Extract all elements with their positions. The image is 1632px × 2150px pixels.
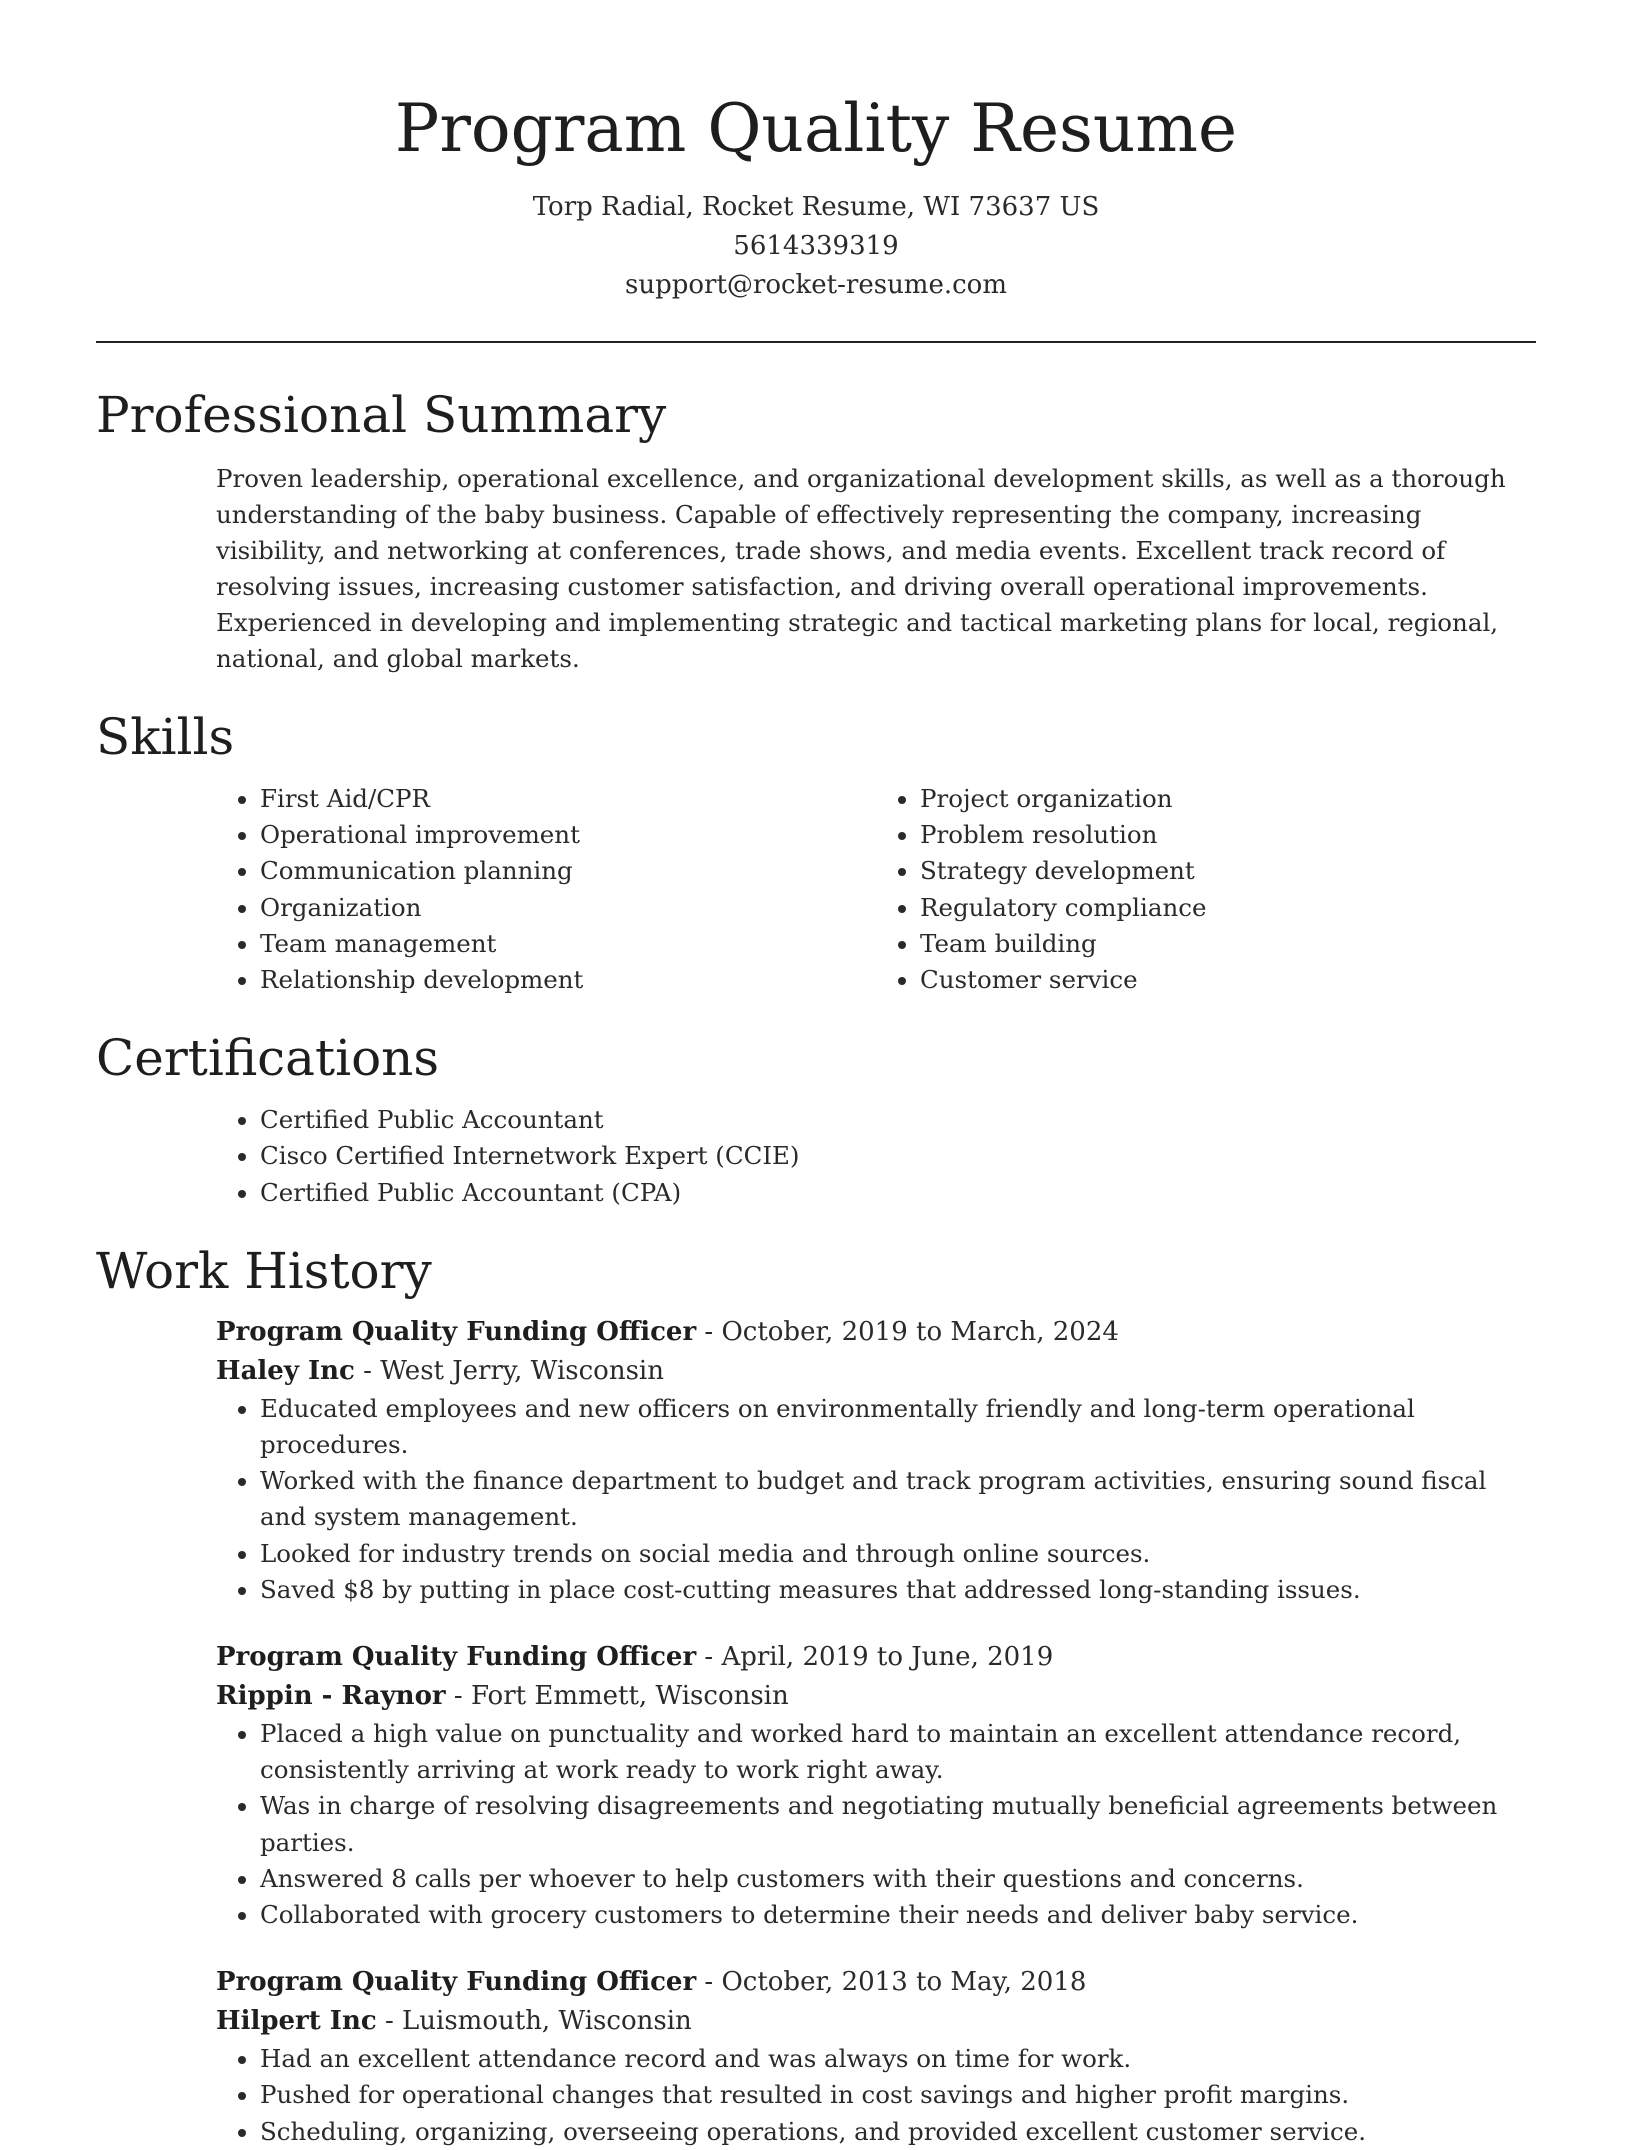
skill-item: • Strategy development xyxy=(920,853,1536,889)
job-duty-item: • Saved $8 by putting in place cost-cutting measures that addressed long-standing issues. xyxy=(260,1572,1536,1608)
certifications-bullets xyxy=(216,1102,1536,1211)
job-employer-line xyxy=(216,1352,1536,1391)
skill-item: • Team management xyxy=(260,926,876,962)
certification-item: • Certified Public Accountant xyxy=(260,1102,1536,1138)
job-entry xyxy=(216,1638,1536,1933)
job-location: - West Jerry, Wisconsin xyxy=(354,1355,664,1386)
skill-item: • Project organization xyxy=(920,781,1536,817)
job-duty-item: • Collaborated with grocery customers to determine their needs and deliver baby service. xyxy=(260,1897,1536,1933)
skill-item: • Problem resolution xyxy=(920,817,1536,853)
job-duty-item: • Educated employees and new officers on environmentally friendly and long-term operational procedures. xyxy=(260,1391,1536,1463)
job-duty-item: • Worked with the finance department to budget and track program activities, ensuring sound fiscal and system management. xyxy=(260,1463,1536,1535)
job-entry xyxy=(216,1963,1536,2150)
skill-item: • Operational improvement xyxy=(260,817,876,853)
skills-heading: Skills xyxy=(96,708,235,766)
job-duty-item: • Looked for industry trends on social media and through online sources. xyxy=(260,1536,1536,1572)
phone-number: 5614339319 xyxy=(733,231,899,261)
job-title-line xyxy=(216,1638,1536,1677)
job-duty-item: • Answered 8 calls per whoever to help customers with their questions and concerns. xyxy=(260,1861,1536,1897)
job-employer-line xyxy=(216,1677,1536,1716)
job-duties xyxy=(216,2041,1536,2150)
job-dates: - October, 2013 to May, 2018 xyxy=(696,1967,1087,1998)
skill-item: • Relationship development xyxy=(260,962,876,998)
job-duty-item: • Was in charge of resolving disagreements and negotiating mutually beneficial agreements between parties. xyxy=(260,1788,1536,1860)
job-dates: - April, 2019 to June, 2019 xyxy=(696,1642,1054,1673)
job-duty-item: • Scheduling, organizing, overseeing operations, and provided excellent customer service. xyxy=(260,2114,1536,2150)
skills-column-left xyxy=(216,781,876,998)
address: Torp Radial, Rocket Resume, WI 73637 US xyxy=(532,192,1100,222)
job-entry xyxy=(216,1313,1536,1608)
job-role: Program Quality Funding Officer xyxy=(216,1967,697,1998)
resume-header xyxy=(0,0,1632,305)
job-role: Program Quality Funding Officer xyxy=(216,1316,697,1347)
job-duties xyxy=(216,1716,1536,1933)
job-duty-item: • Placed a high value on punctuality and worked hard to maintain an excellent attendance record, consistently arriving at work ready to work right away. xyxy=(260,1716,1536,1788)
skill-item: • Organization xyxy=(260,890,876,926)
summary-text: Proven leadership, operational excellence, and organizational development skills, as well as a thorough understanding of the baby business. Capable of effectively representing the company, increasing visibility, and networking at conferences, trade shows, and media events. Excellent track record of resolving issues, increasing customer satisfaction, and driving overall operational improvements. Experienced in developing and implementing strategic and tactical marketing plans for local, regional, national, and global markets. xyxy=(216,464,1506,673)
certifications-heading: Certifications xyxy=(96,1029,440,1088)
contact-info xyxy=(0,188,1632,305)
skill-item: • First Aid/CPR xyxy=(260,781,876,817)
email-address: support@rocket-resume.com xyxy=(624,270,1007,300)
skill-item: • Team building xyxy=(920,926,1536,962)
job-company: Hilpert Inc xyxy=(216,2006,377,2037)
certification-item: • Cisco Certified Internetwork Expert (CCIE) xyxy=(260,1138,1536,1174)
skill-item: • Regulatory compliance xyxy=(920,890,1536,926)
job-location: - Luismouth, Wisconsin xyxy=(376,2006,692,2037)
job-title-line xyxy=(216,1313,1536,1352)
skills-list xyxy=(216,781,1536,998)
resume-title: Program Quality Resume xyxy=(394,90,1238,167)
skills-column-right xyxy=(876,781,1536,998)
skill-item: • Customer service xyxy=(920,962,1536,998)
work-history-heading: Work History xyxy=(96,1241,432,1300)
job-duty-item: • Had an excellent attendance record and was always on time for work. xyxy=(260,2041,1536,2077)
job-title-line xyxy=(216,1963,1536,2002)
skill-item: • Communication planning xyxy=(260,853,876,889)
job-company: Haley Inc xyxy=(216,1355,355,1386)
header-divider xyxy=(96,341,1536,343)
job-duties xyxy=(216,1391,1536,1608)
job-company: Rippin - Raynor xyxy=(216,1681,446,1712)
certification-item: • Certified Public Accountant (CPA) xyxy=(260,1175,1536,1211)
job-employer-line xyxy=(216,2002,1536,2041)
summary-heading: Professional Summary xyxy=(96,386,667,444)
job-location: - Fort Emmett, Wisconsin xyxy=(445,1681,789,1712)
job-role: Program Quality Funding Officer xyxy=(216,1642,697,1673)
certifications-list xyxy=(216,1102,1536,1211)
job-duty-item: • Pushed for operational changes that resulted in cost savings and higher profit margins. xyxy=(260,2077,1536,2113)
job-dates: - October, 2019 to March, 2024 xyxy=(696,1316,1119,1347)
